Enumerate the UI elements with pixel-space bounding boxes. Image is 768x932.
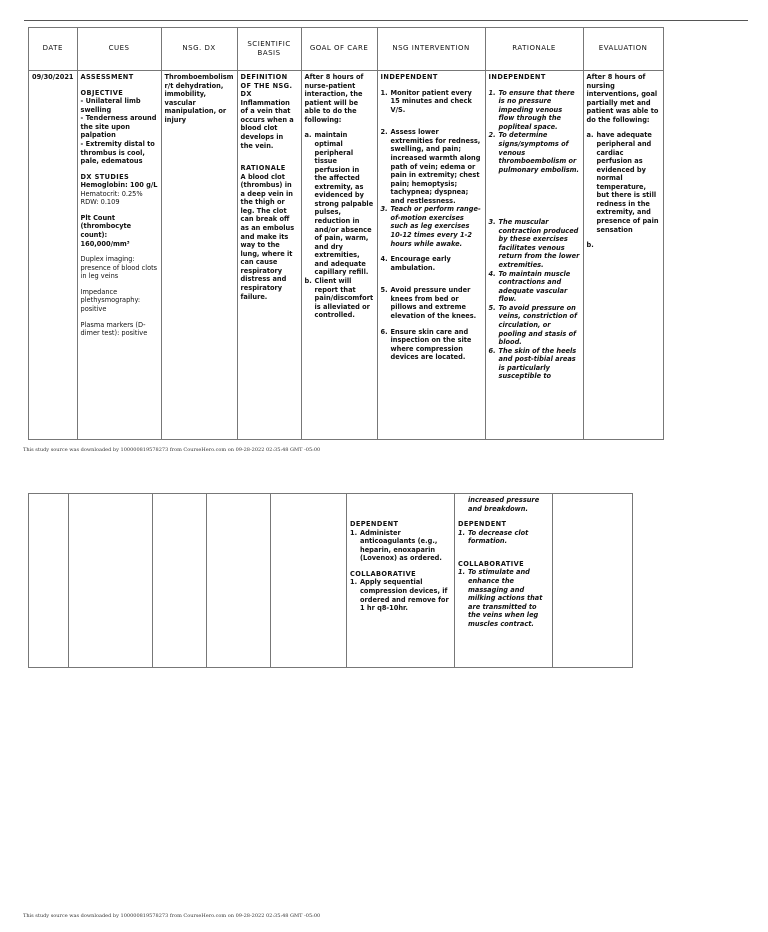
goal-cell <box>271 494 347 668</box>
rationale-6: 6. The skin of the heels and post-tibial areas is particularly susceptible to <box>488 346 577 381</box>
duplex-imaging: Duplex imaging: presence of blood clots in leg veins <box>80 255 158 281</box>
dx-line: Hematocrit: 0.25% <box>80 189 143 198</box>
goal-item-b: b. Client will report that pain/discomfort is alleviated or controlled. <box>304 276 374 320</box>
rationale-text: A blood clot (thrombus) in a deep vein in the thigh or leg. The clot can break off as an embolus and make its way to the lung, where it can cause respiratory distress and respiratory failure. <box>240 172 295 301</box>
nsg-dx-text: Thromboembolism r/t dehydration, immobility, vascular manipulation, or injury <box>164 73 234 124</box>
assessment-heading: ASSESSMENT <box>80 73 134 81</box>
rationale-independent-heading: INDEPENDENT <box>488 73 546 81</box>
definition-text: Inflammation of a vein that occurs when a blood clot develops in the vein. <box>240 98 294 150</box>
rationale-collaborative-1: 1. To stimulate and enhance the massaging and milking actions that are transmitted to the veins when leg muscles contract. <box>458 568 543 628</box>
top-rule <box>24 20 748 21</box>
intervention-2: 2. Assess lower extremities for redness, swelling, and pain; increased warmth along path of vein; edema or pain in extremity; chest pain; hemoptysis; tachypnea; dyspnea; and restlessness. <box>380 128 481 205</box>
rationale-heading: RATIONALE <box>240 164 286 173</box>
rationale-4: 4. To maintain muscle contractions and adequate vascular flow. <box>488 269 571 304</box>
rationale-collaborative-heading: COLLABORATIVE <box>458 559 525 568</box>
evaluation-intro: After 8 hours of nursing interventions, goal partially met and patient was able to do the following: <box>586 73 659 124</box>
cues-cell <box>69 494 153 668</box>
plasma-markers: Plasma markers (D-dimer test): positive <box>80 320 148 338</box>
definition-heading: DEFINITION OF THE NSG. DX <box>240 73 293 99</box>
intervention-1: 1. Monitor patient every 15 minutes and check V/S. <box>380 88 472 114</box>
intervention-6: 6. Ensure skin care and inspection on the site where compression devices are located. <box>380 327 472 362</box>
table-row <box>29 494 633 668</box>
dx-line: RDW: 0.109 <box>80 198 120 207</box>
download-footer: This study source was downloaded by 100000819578273 from CourseHero.com on 09-28-2022 02:35:48 GMT -05:00 <box>23 913 321 919</box>
rationale-cell <box>485 71 583 440</box>
header-scientific-basis: SCIENTIFIC BASIS <box>237 28 301 71</box>
rationale-dependent-1: 1. To decrease clot formation. <box>458 528 529 546</box>
plt-count: Plt Count (thrombocyte count): 160,000/mm³ <box>80 213 132 248</box>
header-cues: CUES <box>77 28 161 71</box>
download-footer: This study source was downloaded by 100000819578273 from CourseHero.com on 09-28-2022 02:35:48 GMT -05:00 <box>23 447 321 453</box>
header-row <box>29 28 664 71</box>
rationale-5: 5. To avoid pressure on veins, constriction of circulation, or pooling and stasis of blood. <box>488 303 577 347</box>
scientific-basis-cell <box>237 71 301 440</box>
dx-line: Hemoglobin: 100 g/L <box>80 181 158 190</box>
rationale-dependent-heading: DEPENDENT <box>458 520 507 529</box>
rationale-1: 1. To ensure that there is no pressure impeding venous flow through the popliteal space. <box>488 88 575 131</box>
objective-heading: OBJECTIVE <box>80 88 124 97</box>
scientific-basis-cell <box>207 494 271 668</box>
independent-heading: INDEPENDENT <box>380 73 438 81</box>
collaborative-heading: COLLABORATIVE <box>350 569 417 578</box>
header-goal-of-care: GOAL OF CARE <box>301 28 377 71</box>
table-row <box>29 71 664 440</box>
rationale-cell <box>455 494 553 668</box>
dependent-intervention-1: 1. Administer anticoagulants (e.g., heparin, enoxaparin (Lovenox) as ordered. <box>350 528 442 563</box>
rationale-3: 3. The muscular contraction produced by these exercises facilitates venous return from the lower extremities. <box>488 218 580 269</box>
cue-item: - Unilateral limb swelling <box>80 97 141 114</box>
evaluation-cell <box>553 494 633 668</box>
cues-cell <box>77 71 161 440</box>
nsg-dx-cell <box>153 494 207 668</box>
intervention-4: 4. Encourage early ambulation. <box>380 255 451 272</box>
collaborative-intervention-1: 1. Apply sequential compression devices, if ordered and remove for 1 hr q8-10hr. <box>350 578 449 613</box>
header-nsg-dx: NSG. DX <box>161 28 237 71</box>
dx-studies-heading: DX STUDIES <box>80 172 130 181</box>
goal-item-a: a. maintain optimal peripheral tissue perfusion in the affected extremity, as evidenced by strong palpable pulses, reduction in and/or absence of pain, warm, and dry extremities, and adequate capillary refill. <box>304 131 374 277</box>
dependent-heading: DEPENDENT <box>350 520 399 528</box>
cue-item: - Extremity distal to thrombus is cool, pale, edematous <box>80 139 155 166</box>
care-plan-table-page-1 <box>28 27 664 440</box>
header-evaluation: EVALUATION <box>583 28 663 71</box>
intervention-cell <box>377 71 485 440</box>
rationale-6-continued: increased pressure and breakdown. <box>468 496 540 513</box>
date-cell <box>29 71 78 440</box>
cue-item: - Tenderness around the site upon palpation <box>80 114 157 140</box>
evaluation-item-b: b. <box>586 241 594 250</box>
header-rationale: RATIONALE <box>485 28 583 71</box>
rationale-2: 2. To determine signs/symptoms of venous thromboembolism or pulmonary embolism. <box>488 131 580 174</box>
intervention-cell <box>347 494 455 668</box>
intervention-5: 5. Avoid pressure under knees from bed or pillows and extreme elevation of the knees. <box>380 286 477 320</box>
intervention-3: 3. Teach or perform range-of-motion exercises such as leg exercises 10-12 times every 1-2 hours while awake. <box>380 205 481 248</box>
header-nsg-intervention: NSG INTERVENTION <box>377 28 485 71</box>
evaluation-cell <box>583 71 663 440</box>
goal-cell <box>301 71 377 440</box>
date-value: 09/30/2021 <box>32 73 74 81</box>
date-cell <box>29 494 69 668</box>
goal-intro: After 8 hours of nurse-patient interaction, the patient will be able to do the following: <box>304 73 364 124</box>
header-date: DATE <box>29 28 78 71</box>
care-plan-table-page-2 <box>28 493 633 668</box>
evaluation-item-a: a. have adequate peripheral and cardiac perfusion as evidenced by normal temperature, but there is still redness in the extremity, and presence of pain sensation <box>586 131 659 234</box>
impedance-plethysmography: Impedance plethysmography: positive <box>80 287 141 313</box>
nsg-dx-cell <box>161 71 237 440</box>
